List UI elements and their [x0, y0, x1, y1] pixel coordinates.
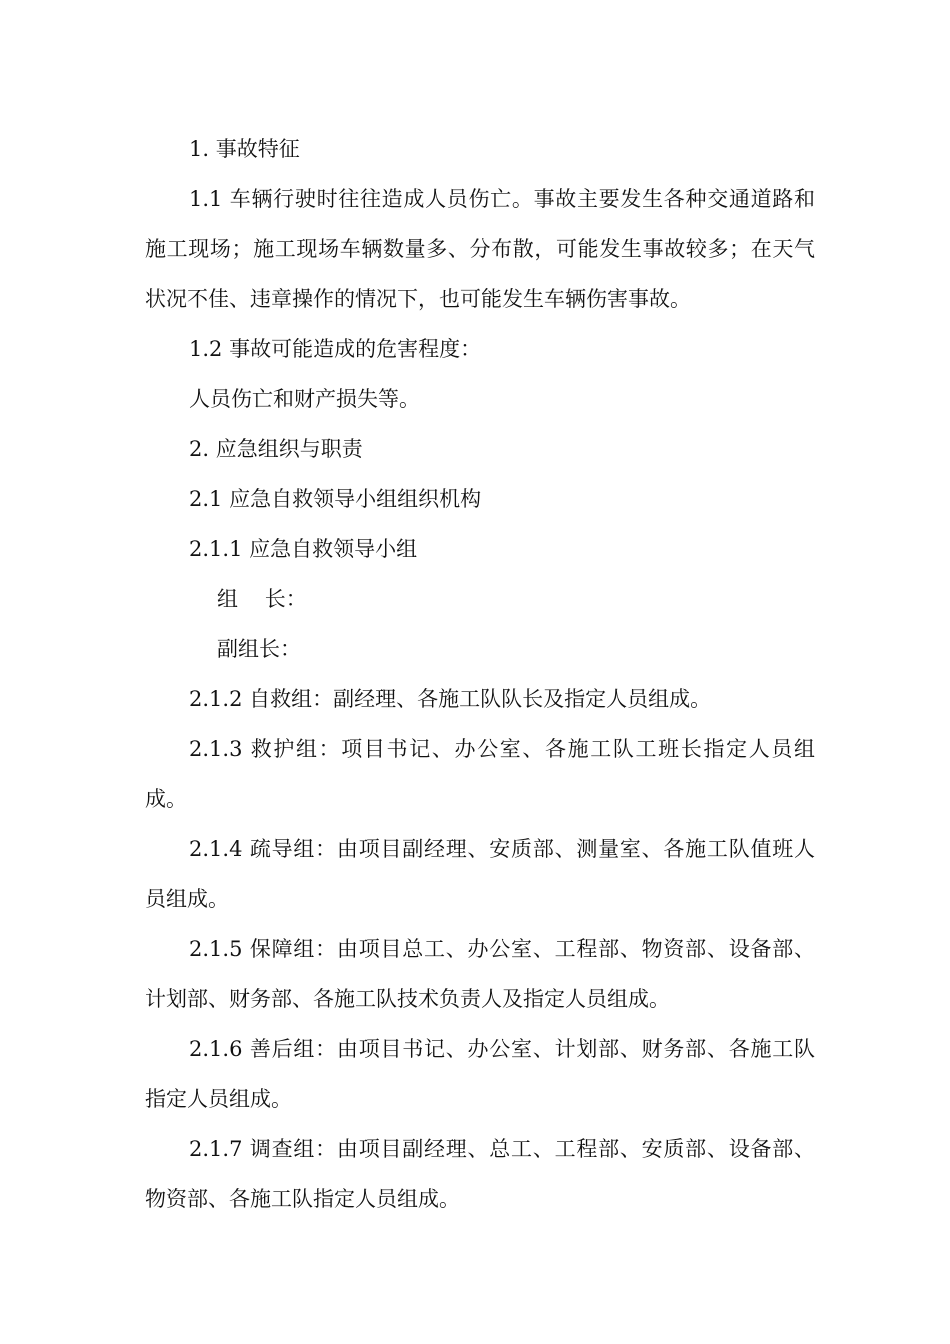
deputy-group-leader-line: 副组长： [217, 637, 301, 661]
paragraph-2-1-7: 2.1.7 调查组：由项目副经理、总工、工程部、安质部、设备部、物资部、各施工队指定人员组成。 [145, 1137, 815, 1211]
paragraph-2-1-5: 2.1.5 保障组：由项目总工、办公室、工程部、物资部、设备部、计划部、财务部、各施工队技术负责人及指定人员组成。 [145, 937, 815, 1011]
group-leader-line: 组 长： [217, 587, 307, 611]
paragraph-2-1-3: 2.1.3 救护组：项目书记、办公室、各施工队工班长指定人员组成。 [145, 737, 815, 811]
document-body [145, 124, 815, 1224]
paragraph-1-1: 1.1 车辆行驶时往往造成人员伤亡。事故主要发生各种交通道路和施工现场；施工现场车辆数量多、分布散，可能发生事故较多；在天气状况不佳、违章操作的情况下，也可能发生车辆伤害事故。 [145, 187, 815, 311]
paragraph-2-1-2: 2.1.2 自救组：副经理、各施工队队长及指定人员组成。 [189, 687, 712, 711]
paragraph-2-1-1: 2.1.1 应急自救领导小组 [189, 537, 418, 561]
paragraph-2-1: 2.1 应急自救领导小组组织机构 [189, 487, 482, 511]
section-heading-accident-features: 1. 事故特征 [189, 137, 300, 161]
paragraph-harm-extent: 人员伤亡和财产损失等。 [189, 387, 420, 411]
section-heading-emergency-organization: 2. 应急组织与职责 [189, 437, 363, 461]
paragraph-1-2: 1.2 事故可能造成的危害程度： [189, 337, 482, 361]
paragraph-2-1-4: 2.1.4 疏导组：由项目副经理、安质部、测量室、各施工队值班人员组成。 [145, 837, 815, 911]
paragraph-2-1-6: 2.1.6 善后组：由项目书记、办公室、计划部、财务部、各施工队指定人员组成。 [145, 1037, 815, 1111]
